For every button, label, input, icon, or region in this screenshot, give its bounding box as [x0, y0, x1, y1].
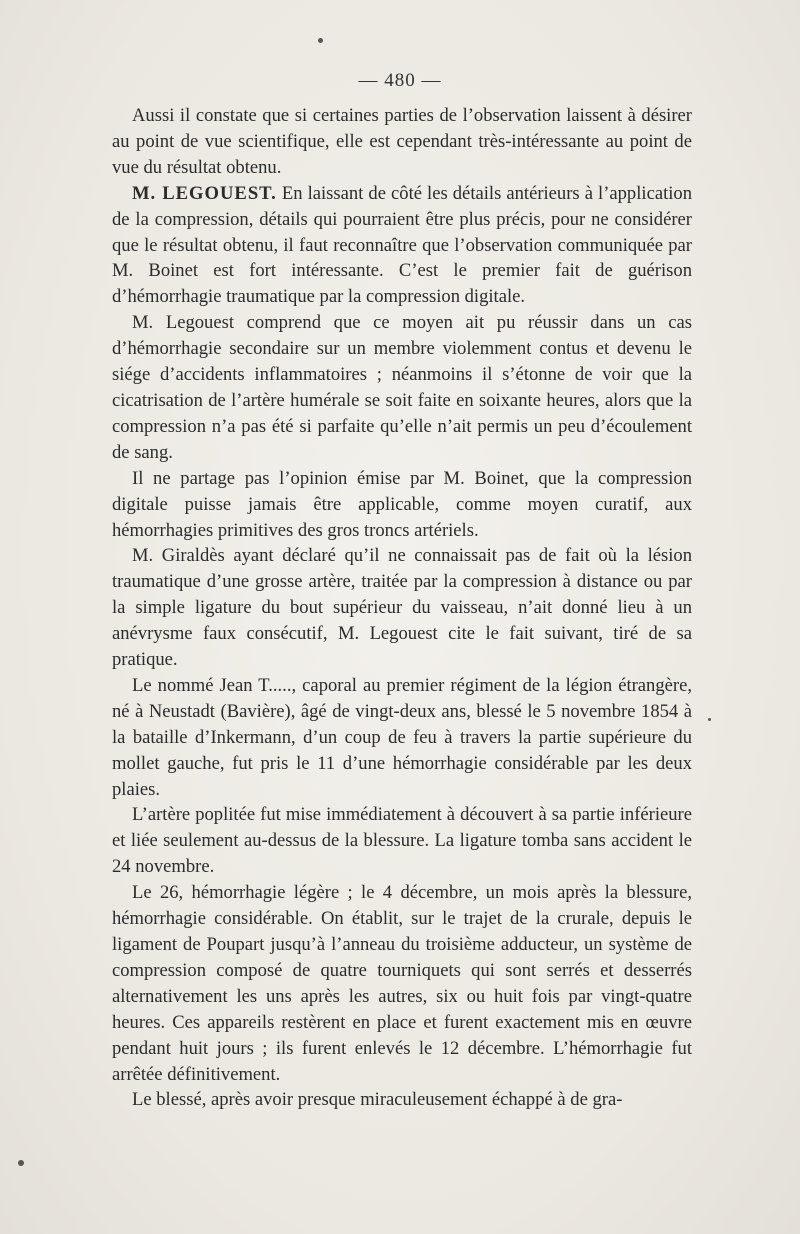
paragraph-text: Le blessé, après avoir presque miraculeusement échappé à de gra-	[132, 1089, 623, 1111]
paragraph-text: En laissant de côté les détails antérieurs à l’application de la compression, détails qui pourraient être plus précis, pour ne considérer que le résultat obtenu, il faut reconnaître que l’observation communiquée par M. Boinet est fort intéressante. C’est le premier fait de guérison d’hémorrhagie traumatique par la compression digitale.	[112, 182, 692, 308]
paragraph-text: Le nommé Jean T....., caporal au premier régiment de la légion étrangère, né à Neustadt (Bavière), âgé de vingt-deux ans, blessé le 5 novembre 1854 à la bataille d’Inkermann, d’un coup de feu à travers la partie supérieure du mollet gauche, fut pris le 11 d’une hémorrhagie considérable par les deux plaies.	[112, 674, 692, 800]
paragraph-1	[112, 103, 692, 181]
paragraph-text: L’artère poplitée fut mise immédiatement à découvert à sa partie inférieure et liée seulement au-dessus de la blessure. La ligature tomba sans accident le 24 novembre.	[112, 804, 692, 878]
paragraph-4	[112, 466, 692, 544]
paragraph-6	[112, 673, 692, 803]
body-text	[112, 103, 692, 1113]
paragraph-text: Aussi il constate que si certaines parties de l’observation laissent à désirer au point de vue scientifique, elle est cependant très-intéressante au point de vue du résultat obtenu.	[112, 105, 692, 178]
paragraph-2	[112, 181, 692, 311]
speaker-name: M. LEGOUEST.	[132, 182, 277, 204]
paragraph-text: M. Legouest comprend que ce moyen ait pu réussir dans un cas d’hémorrhagie secondaire sur un membre violemment contus et devenu le siége d’accidents inflammatoires ; néanmoins il s’étonne de voir que la cicatrisation de l’artère humérale se soit faite en soixante heures, alors que la compression n’a pas été si parfaite qu’elle n’ait permis un peu d’écoulement de sang.	[112, 312, 692, 463]
ink-speck	[708, 718, 711, 721]
paragraph-3	[112, 310, 692, 465]
paragraph-8	[112, 880, 692, 1087]
paragraph-7	[112, 802, 692, 880]
paragraph-text: Le 26, hémorrhagie légère ; le 4 décembre, un mois après la blessure, hémorrhagie considérable. On établit, sur le trajet de la crurale, depuis le ligament de Poupart jusqu’à l’anneau du troisième adducteur, un système de compression composé de quatre tourniquets qui sont serrés et desserrés alternativement les uns après les autres, six ou huit fois par vingt-quatre heures. Ces appareils restèrent en place et furent exactement mis en œuvre pendant huit jours ; ils furent enlevés le 12 décembre. L’hémorrhagie fut arrêtée définitivement.	[112, 882, 692, 1085]
page-number-header: — 480 —	[358, 70, 442, 91]
paragraph-text: M. Giraldès ayant déclaré qu’il ne connaissait pas de fait où la lésion traumatique d’une grosse artère, traitée par la compression à distance ou par la simple ligature du bout supérieur du vaisseau, n’ait donné lieu à un anévrysme faux consécutif, M. Legouest cite le fait suivant, tiré de sa pratique.	[112, 545, 692, 671]
paragraph-text: Il ne partage pas l’opinion émise par M. Boinet, que la compression digitale puisse jamais être applicable, comme moyen curatif, aux hémorrhagies primitives des gros troncs artériels.	[112, 467, 692, 541]
ink-speck	[318, 38, 323, 43]
paragraph-9	[112, 1087, 692, 1113]
paragraph-5	[112, 543, 692, 673]
ink-speck	[18, 1160, 24, 1166]
